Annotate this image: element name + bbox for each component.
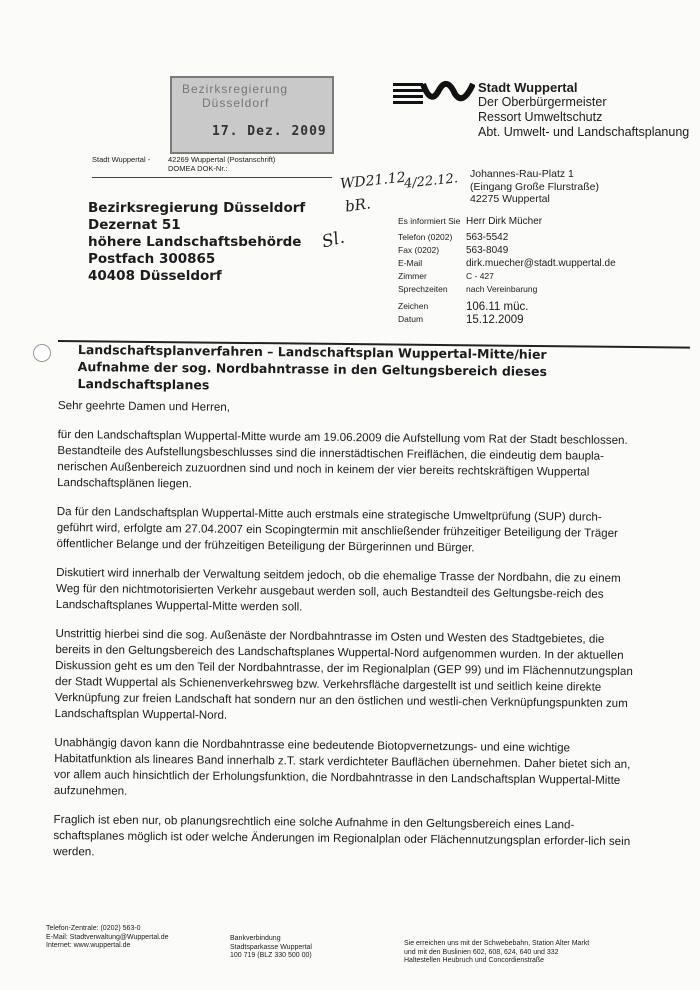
recipient-line-1: Bezirksregierung Düsseldorf [88, 200, 306, 216]
contact-value: dirk.muecher@stadt.wuppertal.de [466, 258, 616, 269]
recipient-address [88, 200, 305, 285]
footer-bank-name: Stadtsparkasse Wuppertal [230, 943, 312, 951]
org-line-mayor: Der Oberbürgermeister [478, 95, 607, 109]
office-zip: 42275 Wuppertal [470, 193, 550, 205]
letter-body [53, 398, 638, 879]
contact-row [398, 301, 668, 314]
footer-email: E-Mail: Stadtverwaltung@Wuppertal.de [46, 933, 169, 941]
issuing-authority [478, 80, 689, 140]
recipient-line-2: Dezernat 51 [88, 217, 181, 233]
office-street: Johannes-Rau-Platz 1 [470, 168, 574, 180]
body-paragraph: Da für den Landschaftsplan Wuppertal-Mitte auch erstmals eine strategische Umweltprüfung (SUP) durch-geführt wird, erfolgte am 27.04.2007 ein Scopingtermin mit anschließender frühzeitiger Beteiligung der Träger öffentlicher Belange und der frühzeitigen Beteiligung der Bürgerinnen und Bürger. [56, 504, 619, 555]
sender-city: Stadt Wuppertal - [92, 155, 151, 164]
org-line-division: Abt. Umwelt- und Landschaftsplanung [478, 125, 690, 139]
contact-label: Telefon (0202) [398, 232, 453, 242]
sender-postal [168, 155, 275, 173]
salutation: Sehr geehrte Damen und Herren, [57, 398, 231, 414]
contact-value: C - 427 [466, 271, 494, 281]
handwritten-note-1: WD21.12 [339, 169, 407, 193]
office-entrance: (Eingang Große Flurstraße) [470, 180, 599, 193]
contact-label: Zimmer [398, 271, 427, 281]
contact-label: Es informiert Sie [398, 216, 461, 226]
org-line-department: Ressort Umweltschutz [478, 110, 603, 124]
recipient-line-5: 40408 Düsseldorf [88, 268, 222, 284]
footer-website: Internet: www.wuppertal.de [46, 942, 131, 949]
contact-label: Sprechzeiten [398, 284, 448, 294]
receipt-stamp [170, 76, 334, 154]
contact-info [398, 216, 668, 327]
stadt-wuppertal-logo-icon [393, 80, 475, 106]
body-paragraph: Diskutiert wird innerhalb der Verwaltung seitdem jedoch, ob die ehemalige Trasse der Nordbahn, die zu einem Weg für den nichtmotorisierten Verkehr ausgebaut werden soll, auch Bestandteil des Geltungsbe-reich des Landschaftsplanes Wuppertal-Mitte werden soll. [55, 565, 621, 614]
footer-bank [230, 935, 312, 961]
body-paragraph: Unstrittig hierbei sind die sog. Außenäste der Nordbahntrasse im Osten und Westen des Stadtgebietes, die bereits in den Geltungsbereich des Landschaftsplanes Wuppertal-Nord aufgenommen wurden. In der aktuellen Diskussion geht es um den Teil der Nordbahntrasse, der im Regionalplan (GEP 99) und im Flächennutzungsplan der Stadt Wuppertal als Schienenverkehrsweg bzw. Verkehrsfläche dargestellt ist und seitlich keine direkte Verknüpfung zur freien Landschaft hat sondern nur an den östlichen und westli-chen Verknüpfungspunkten zum Landschaftsplan Wuppertal-Nord. [54, 626, 633, 722]
contact-value: 563-5542 [466, 232, 509, 243]
contact-row [398, 314, 668, 327]
contact-value: 563-8049 [466, 245, 509, 256]
body-paragraph: Unabhängig davon kann die Nordbahntrasse eine bedeutende Biotopvernetzungs- und eine wichtige Habitatfunktion als lineares Band innerhalb z.T. stark verdichteter Bauflächen übernehmen. Daher bietet sich an, vor allem auch hinsichtlich der Erholungsfunktion, die Nordbahntrasse in den Landschaftsplan Wuppertal-Mitte aufzunehmen. [53, 735, 631, 798]
letter-subject: Landschaftsplanverfahren – Landschaftsplan Wuppertal-Mitte/hier Aufnahme der sog. Nordbahntrasse in den Geltungsbereich dieses Landschaftsplanes [77, 341, 548, 393]
contact-row [398, 232, 668, 245]
footer-transport-line-2: und mit den Buslinien 602, 608, 624, 640 und 332 [404, 948, 559, 956]
recipient-line-3: höhere Landschaftsbehörde [88, 234, 302, 250]
contact-label: Zeichen [398, 301, 429, 311]
footer-transport-line-3: Haltestellen Heubruch und Concordienstraße [404, 957, 545, 964]
footer-bank-title: Bankverbindung [230, 935, 281, 942]
contact-value: nach Vereinbarung [466, 284, 538, 294]
contact-row [398, 245, 668, 258]
office-address [470, 168, 599, 206]
contact-row [398, 258, 668, 271]
footer-phone: Telefon-Zentrale: (0202) 563-0 [46, 925, 141, 932]
contact-label: Fax (0202) [398, 245, 440, 255]
stamp-authority: Bezirksregierung [182, 82, 289, 96]
domea-number: DOMEA DOK-Nr.: [168, 164, 228, 173]
contact-value: 106.11 müc. [466, 301, 529, 313]
sender-postal-address: 42269 Wuppertal (Postanschrift) [168, 155, 276, 164]
stamp-date: 17. Dez. 2009 [212, 124, 327, 139]
footer-contact [46, 925, 169, 951]
body-paragraph: für den Landschaftsplan Wuppertal-Mitte wurde am 19.06.2009 die Aufstellung vom Rat der Stadt beschlossen. [57, 427, 628, 447]
recipient-line-4: Postfach 300865 [88, 251, 216, 267]
footer-transport-line-1: Sie erreichen uns mit der Schwebebahn, Station Alter Markt [404, 940, 590, 947]
stamp-city: Düsseldorf [202, 96, 270, 110]
footer-transport [404, 940, 589, 966]
contact-row [398, 216, 668, 229]
contact-value: 15.12.2009 [466, 314, 524, 326]
sender-divider [92, 177, 332, 178]
footer-bank-account: 100 719 (BLZ 330 500 00) [230, 952, 312, 959]
handwritten-note-2: 4/22.12. [403, 171, 459, 192]
contact-row [398, 271, 668, 284]
contact-label: E-Mail [398, 258, 423, 268]
org-name: Stadt Wuppertal [478, 80, 578, 95]
contact-value: Herr Dirk Mücher [466, 216, 543, 227]
contact-row [398, 284, 668, 297]
punch-hole [33, 344, 51, 362]
handwritten-initials-1: bR. [343, 194, 372, 216]
body-paragraph: Fraglich ist eben nur, ob planungsrechtlich eine solche Aufnahme in den Geltungsbereich eines Land-schaftsplanes möglich ist oder welche Änderungen im Regionalplan oder Flächennutzungsplan erforder-lich sein werden. [53, 812, 631, 859]
body-paragraph: Bestandteile des Aufstellungsbeschlusses sind die innerstädtischen Freiflächen, die eindeutig dem baupla-nerischen Außenbereich zuzuordnen sind und noch in keinem der vier bereits rechtskräftigen Wuppertal Landschaftsplänen liegen. [57, 443, 605, 491]
handwritten-initials-2: Sl. [319, 227, 347, 253]
contact-label: Datum [398, 314, 424, 324]
